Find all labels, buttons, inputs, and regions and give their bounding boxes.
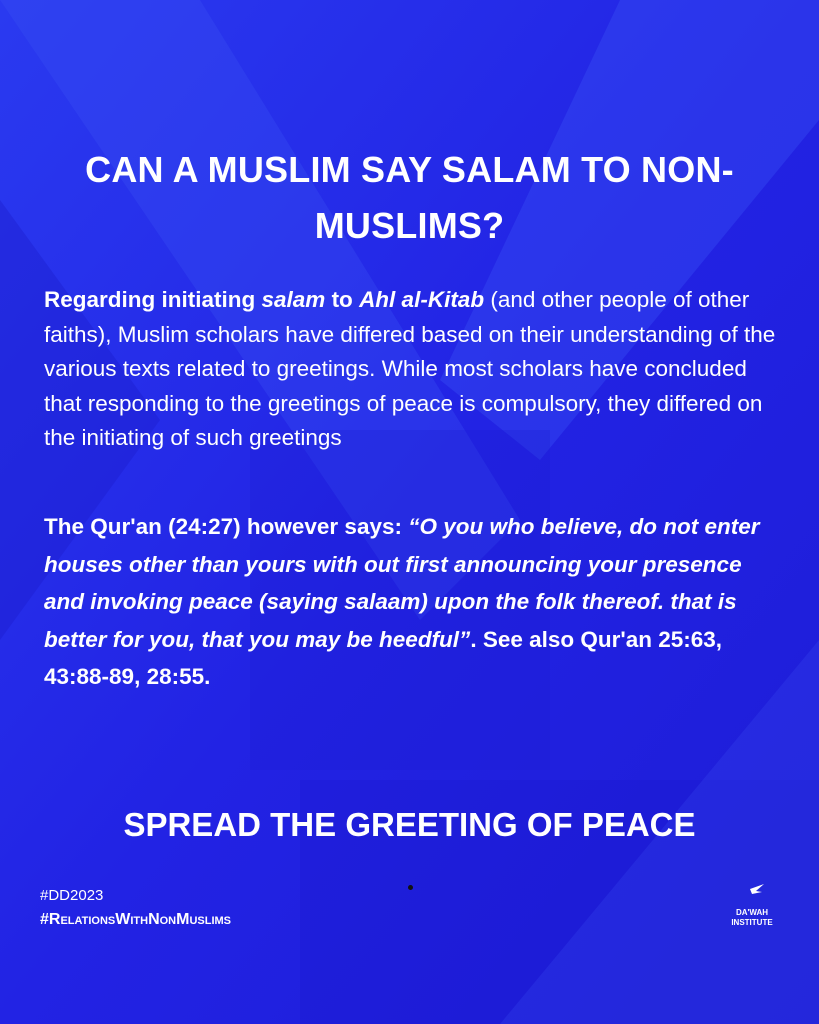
- page-title: CAN A MUSLIM SAY SALAM TO NON-MUSLIMS?: [85, 149, 734, 246]
- logo-text-line2: INSTITUTE: [731, 918, 773, 927]
- italic-term-salam: salam: [261, 287, 326, 312]
- emphasis-text: to: [325, 287, 360, 312]
- hashtag-relations: #RelationsWithNonMuslims: [40, 911, 232, 928]
- hashtag-dd2023: #DD2023: [40, 887, 104, 904]
- paragraph-text: (and other people of other faiths), Muslim scholars have differed based on their understanding of the various texts related to greetings. While most scholars have concluded that responding to the greetings of peace is compulsory, they differed on the initiating of such greetings: [44, 287, 776, 450]
- quran-quote: “O you who believe, do not enter houses other than yours with out first announcing your presence and invoking peace (saying salaam) upon the folk thereof. that is better for you, that you may be heedful”: [44, 514, 760, 652]
- emphasis-text: Regarding initiating: [44, 287, 262, 312]
- body-paragraph-1: [44, 283, 784, 456]
- see-also-references: . See also Qur'an 25:63, 43:88-89, 28:55.: [44, 626, 723, 689]
- quran-reference-lead: The Qur'an (24:27) however says:: [44, 514, 409, 539]
- dawah-institute-logo: [724, 880, 780, 927]
- italic-term-ahl-al-kitab: Ahl al-Kitab: [359, 287, 485, 312]
- footer-heading: SPREAD THE GREETING OF PEACE: [123, 806, 696, 843]
- hashtags: [40, 884, 231, 932]
- logo-icon: [738, 880, 766, 902]
- dot-mark: [408, 885, 413, 890]
- logo-text-line1: DA'WAH: [735, 908, 769, 917]
- body-paragraph-2: [44, 508, 784, 696]
